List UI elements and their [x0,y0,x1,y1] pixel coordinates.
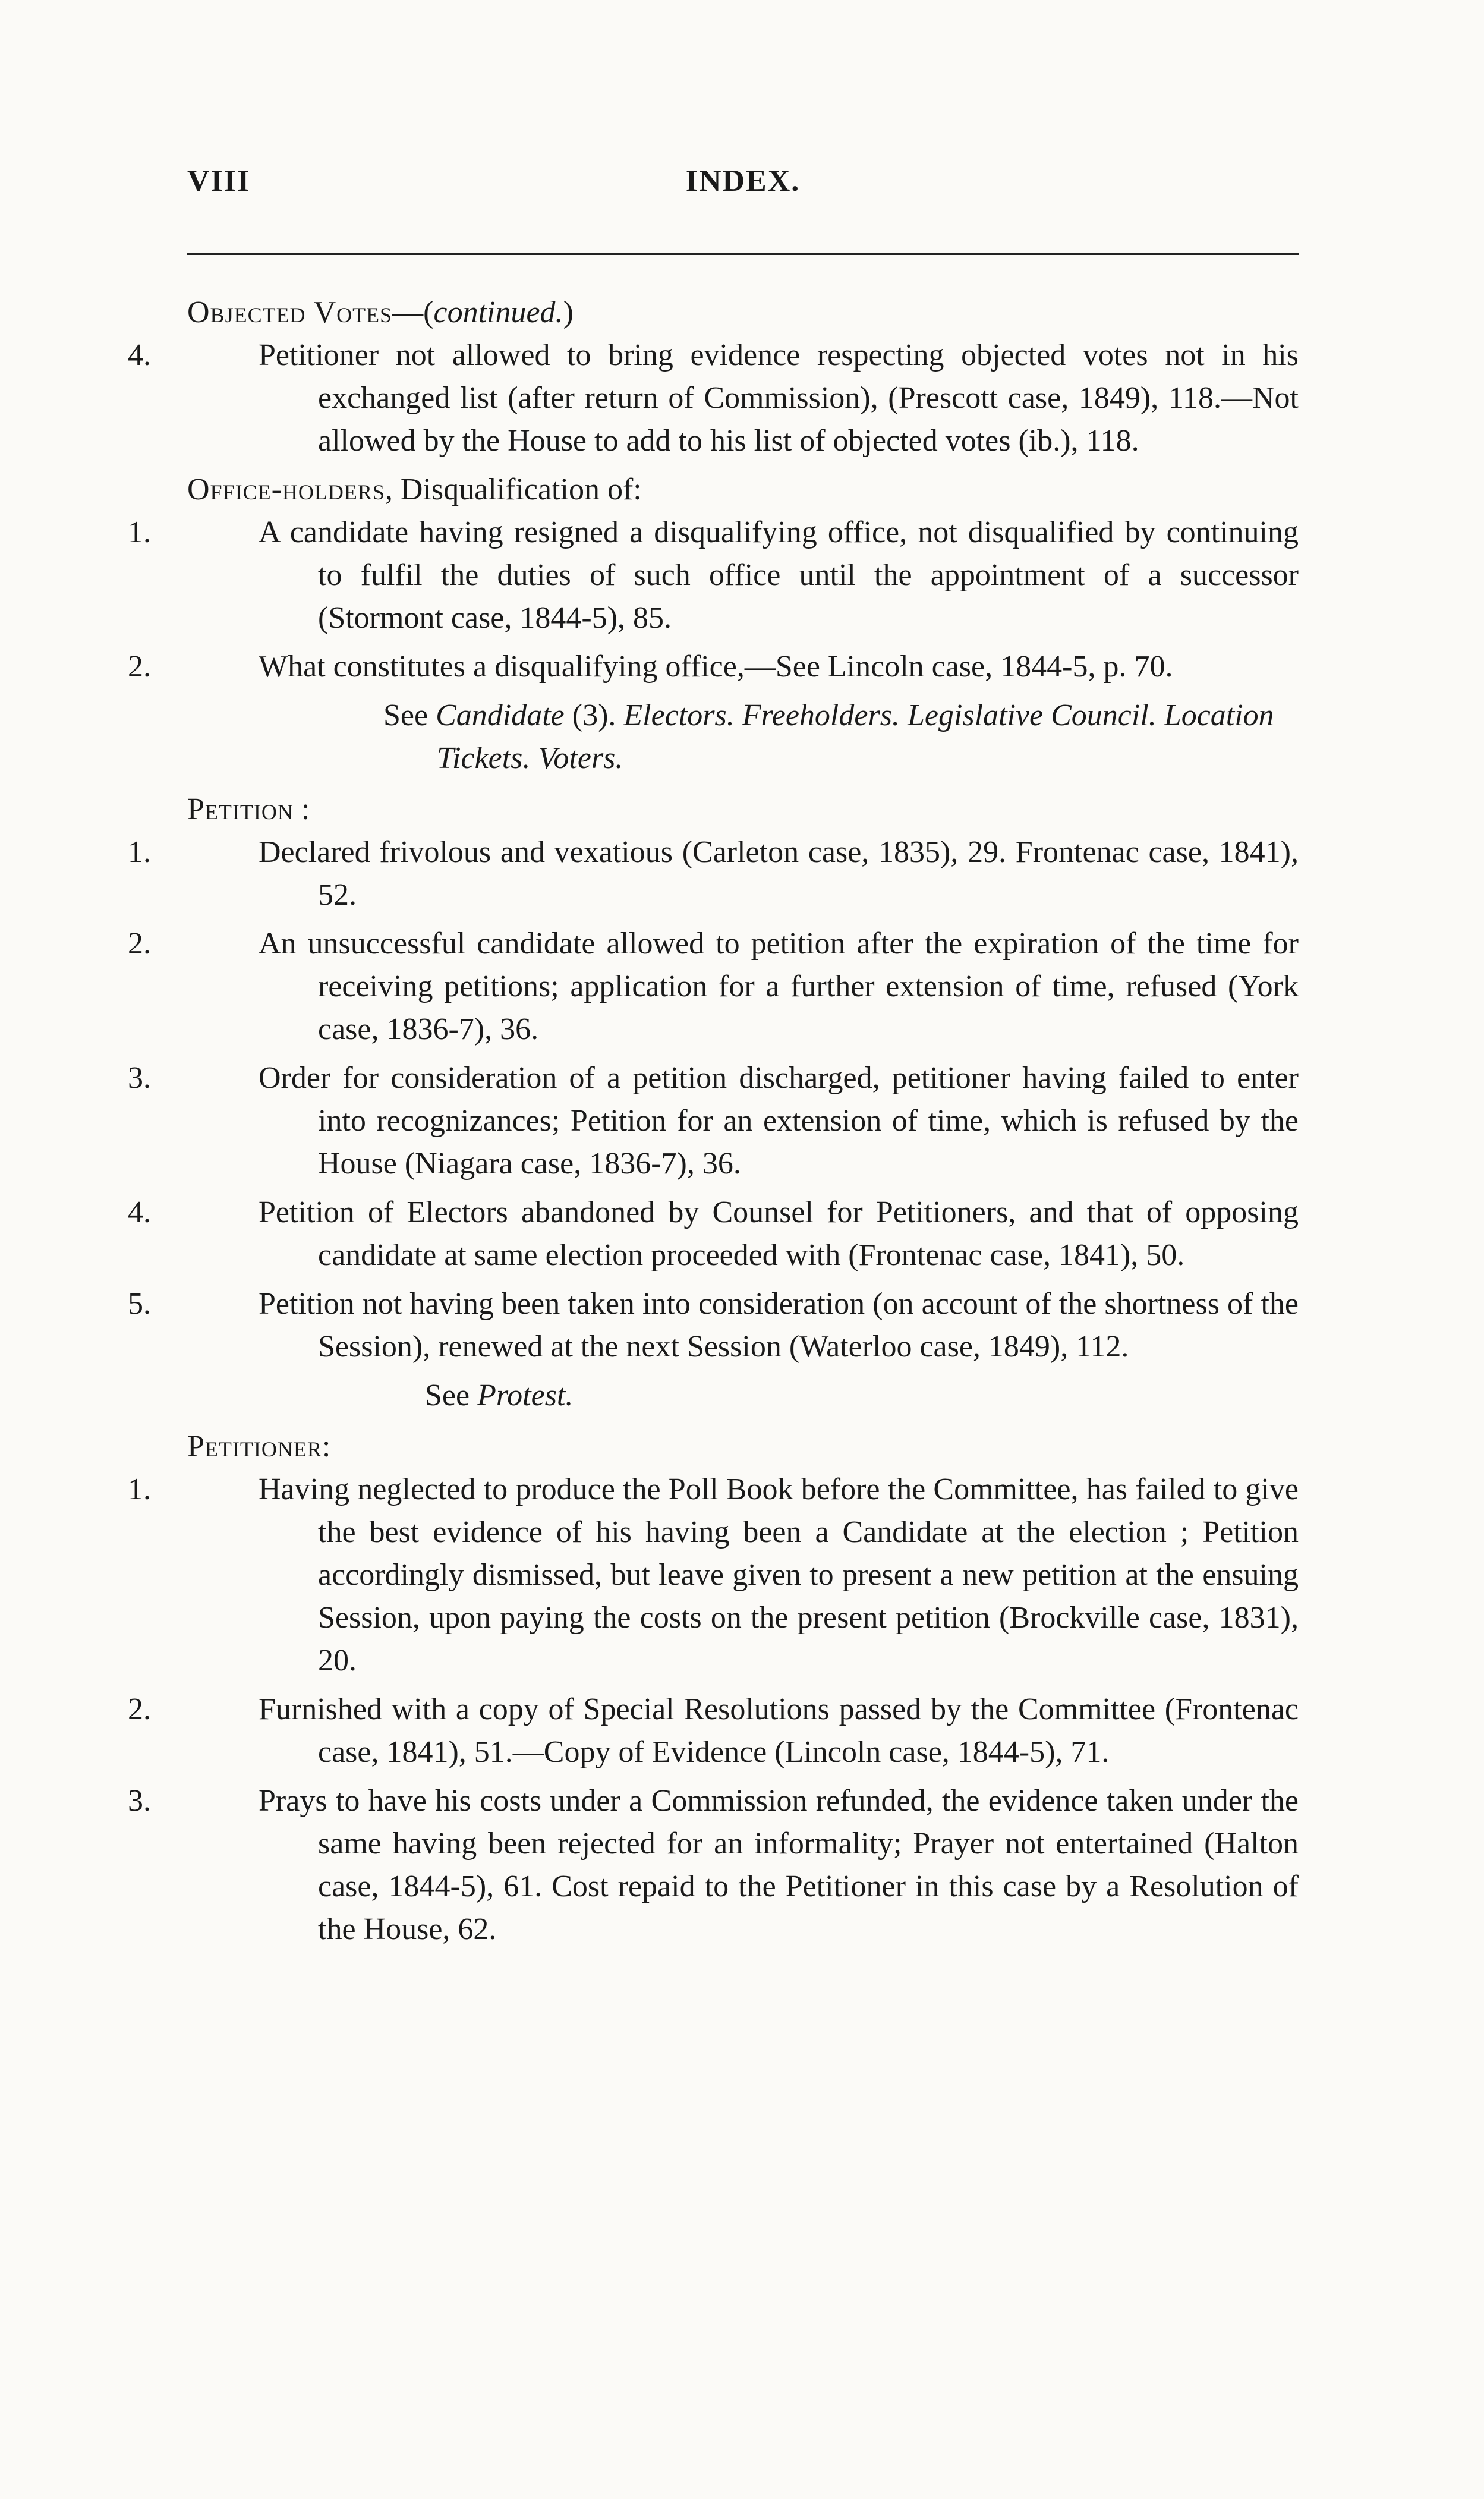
see-link-candidate: Candidate [436,698,565,732]
index-entry: 1. A candidate having resigned a disqualifying office, not disqualified by continuing to fulfil the duties of such office until the appointment of a successor (Stormont case, 1844-5), 85. [128,515,1299,635]
section-heading: Office-holders, Disqualification of: [187,473,642,506]
see-also: See Candidate (3). Electors. Freeholders. Legislative Council. Location Tickets. Voters. [383,698,1274,775]
index-section-office-holders [128,468,1299,780]
entry-text: An unsuccessful candidate allowed to petition after the expiration of the time for receiving petitions; application for a further extension of time, refused (York case, 1836-7), 36. [259,927,1299,1046]
index-entry: 2. An unsuccessful candidate allowed to petition after the expiration of the time for receiving petitions; application for a further extension of time, refused (York case, 1836-7), 36. [128,927,1299,1046]
index-entry: 5. Petition not having been taken into consideration (on account of the shortness of the Session), renewed at the next Session (Waterloo case, 1849), 112. [128,1287,1299,1364]
entry-text: Petitioner not allowed to bring evidence respecting objected votes not in his exchanged list (after return of Commission), (Prescott case, 1849), 118.—Not allowed by the House to add to his list of objected votes (ib.), 118. [259,338,1299,458]
index-entry: 3. Order for consideration of a petition discharged, petitioner having failed to enter into recognizances; Petition for an extension of time, which is refused by the House (Niagara case, 1836-7), 36. [128,1061,1299,1181]
entry-text: Prays to have his costs under a Commission refunded, the evidence taken under the same having been rejected for an informality; Prayer not entertained (Halton case, 1844-5), 61. Cost repaid to the Petitioner in this case by a Resolution of the House, 62. [259,1784,1299,1946]
entry-text: A candidate having resigned a disqualifying office, not disqualified by continuing to fulfil the duties of such office until the appointment of a successor (Stormont case, 1844-5), 85. [259,515,1299,635]
section-heading: Objected Votes—(continued.) [187,295,574,329]
index-entry: 3. Prays to have his costs under a Commission refunded, the evidence taken under the same having been rejected for an informality; Prayer not entertained (Halton case, 1844-5), 61. Cost repaid to the Petitioner in this case by a Resolution of the House, 62. [128,1784,1299,1946]
index-section-petitioner [128,1425,1299,1951]
page-number: VIII [187,164,251,198]
index-section-objected-votes [128,291,1299,462]
entry-text: Order for consideration of a petition discharged, petitioner having failed to enter into recognizances; Petition for an extension of time, which is refused by the House (Niagara case, 1836-7), 36. [259,1061,1299,1181]
index-entry: 2. What constitutes a disqualifying office,—See Lincoln case, 1844-5, p. 70. [128,650,1173,684]
index-section-petition [128,788,1299,1417]
see-also: See Protest. [425,1378,574,1412]
section-heading: Petitioner: [187,1430,331,1463]
index-entry: 2. Furnished with a copy of Special Resolutions passed by the Committee (Frontenac case, 1841), 51.—Copy of Evidence (Lincoln case, 1844-5), 71. [128,1692,1299,1769]
see-link-protest: Protest. [477,1378,574,1412]
see-link-electors: Electors. [623,698,735,732]
index-body [128,291,1299,1957]
entry-text: Having neglected to produce the Poll Book before the Committee, has failed to give the best evidence of his having been a Candidate at the election ; Petition accordingly dismissed, but leave given to present a new petition at the ensuing Session, upon paying the costs on the present petition (Brockville case, 1831), 20. [259,1472,1299,1677]
index-entry: 1. Declared frivolous and vexatious (Carleton case, 1835), 29. Frontenac case, 1841), 52. [128,835,1299,912]
index-entry: 4. Petition of Electors abandoned by Counsel for Petitioners, and that of opposing candidate at same election proceeded with (Frontenac case, 1841), 50. [128,1195,1299,1272]
index-entry: 4. Petitioner not allowed to bring evidence respecting objected votes not in his exchanged list (after return of Commission), (Prescott case, 1849), 118.—Not allowed by the House to add to his list of objected votes (ib.), 118. [128,338,1299,458]
entry-text: Declared frivolous and vexatious (Carleton case, 1835), 29. Frontenac case, 1841), 52. [259,835,1299,912]
running-head [187,163,1299,211]
section-heading: Petition : [187,792,310,826]
entry-text: Furnished with a copy of Special Resolutions passed by the Committee (Frontenac case, 1841), 51.—Copy of Evidence (Lincoln case, 1844-5), 71. [259,1692,1299,1769]
see-link-freeholders: Freeholders. [742,698,900,732]
see-link-legislative-council: Legislative Council. [907,698,1157,732]
entry-text: What constitutes a disqualifying office,—See Lincoln case, 1844-5, p. 70. [259,650,1173,684]
entry-text: Petition not having been taken into consideration (on account of the shortness of the Session), renewed at the next Session (Waterloo case, 1849), 112. [259,1287,1299,1364]
entry-text: Petition of Electors abandoned by Counsel for Petitioners, and that of opposing candidate at same election proceeded with (Frontenac case, 1841), 50. [259,1195,1299,1272]
see-link-location-tickets: Location Tickets. [437,698,1274,775]
index-entry: 1. Having neglected to produce the Poll Book before the Committee, has failed to give the best evidence of his having been a Candidate at the election ; Petition accordingly dismissed, but leave given to present a new petition at the ensuing Session, upon paying the costs on the present petition (Brockville case, 1831), 20. [128,1472,1299,1677]
running-title: INDEX. [685,164,801,198]
header-rule [187,253,1299,255]
see-link-voters: Voters. [538,741,623,775]
